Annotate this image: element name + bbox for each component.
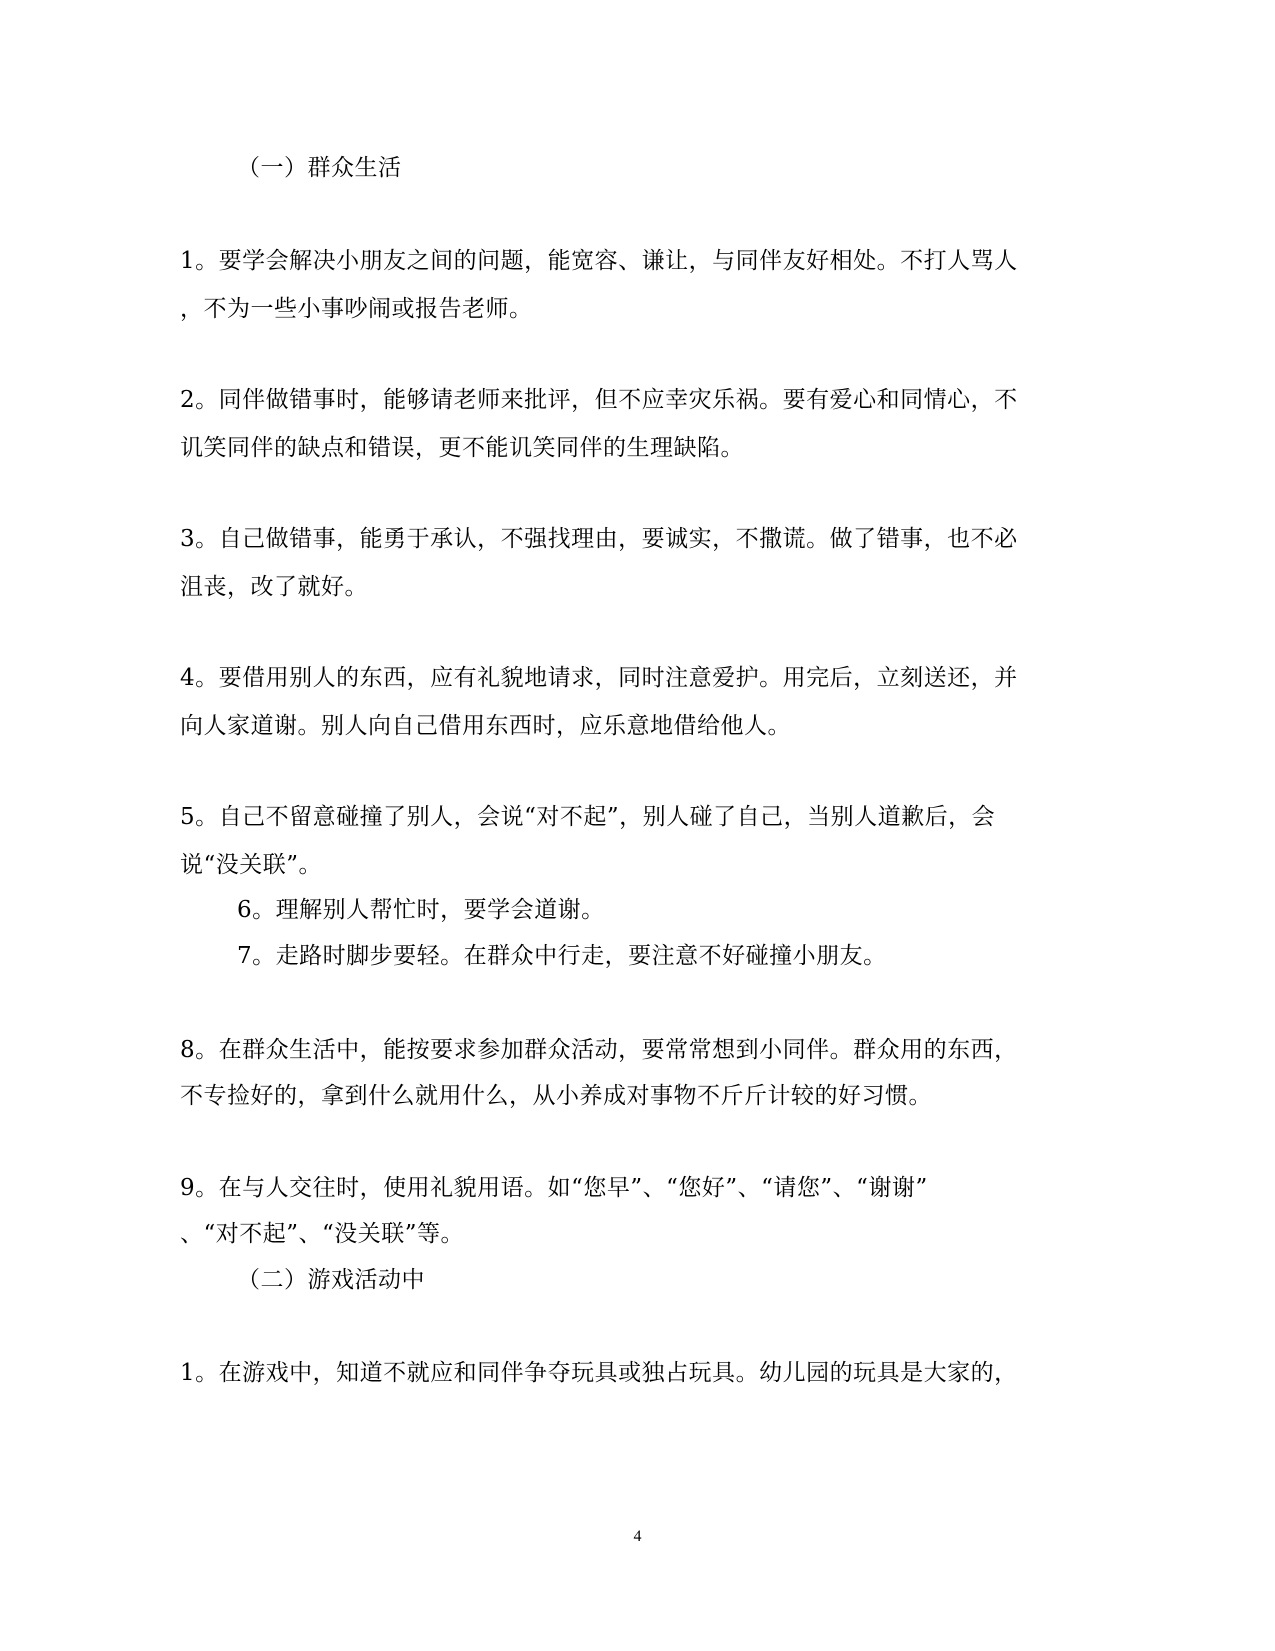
paragraph-4-line-2: 向人家道谢。别人向自己借用东西时，应乐意地借给他人。 xyxy=(180,713,791,739)
paragraph-2-line-2: 讥笑同伴的缺点和错误，更不能讥笑同伴的生理缺陷。 xyxy=(180,435,744,461)
paragraph-4-line-1: 4。要借用别人的东西，应有礼貌地请求，同时注意爱护。用完后，立刻送还，并 xyxy=(180,665,1018,691)
section-heading-2: （二）游戏活动中 xyxy=(237,1267,425,1293)
paragraph-3-line-1: 3。自己做错事，能勇于承认，不强找理由，要诚实，不撒谎。做了错事，也不必 xyxy=(180,526,1018,552)
paragraph-6: 6。理解别人帮忙时，要学会道谢。 xyxy=(237,897,605,923)
paragraph-1-line-1: 1。要学会解决小朋友之间的问题，能宽容、谦让，与同伴友好相处。不打人骂人 xyxy=(180,248,1018,274)
paragraph-8-line-1: 8。在群众生活中，能按要求参加群众活动，要常常想到小同伴。群众用的东西， xyxy=(180,1037,1018,1063)
paragraph-9-line-2: 、“对不起”、“没关联”等。 xyxy=(180,1221,465,1247)
paragraph-5-line-2: 说“没关联”。 xyxy=(180,852,323,878)
paragraph-9-line-1: 9。在与人交往时，使用礼貌用语。如“您早”、“您好”、“请您”、“谢谢” xyxy=(180,1175,928,1201)
paragraph-3-line-2: 沮丧，改了就好。 xyxy=(180,574,368,600)
paragraph-2-line-1: 2。同伴做错事时，能够请老师来批评，但不应幸灾乐祸。要有爱心和同情心，不 xyxy=(180,387,1018,413)
section-heading-1: （一）群众生活 xyxy=(237,155,402,181)
page-number: 4 xyxy=(633,1528,642,1545)
paragraph-1-line-2: ，不为一些小事吵闹或报告老师。 xyxy=(180,296,533,322)
paragraph-8-line-2: 不专捡好的，拿到什么就用什么，从小养成对事物不斤斤计较的好习惯。 xyxy=(180,1083,932,1109)
paragraph-5-line-1: 5。自己不留意碰撞了别人，会说“对不起”，别人碰了自己，当别人道歉后，会 xyxy=(180,804,996,830)
paragraph-7: 7。走路时脚步要轻。在群众中行走，要注意不好碰撞小朋友。 xyxy=(237,943,887,969)
section-2-paragraph-1: 1。在游戏中，知道不就应和同伴争夺玩具或独占玩具。幼儿园的玩具是大家的， xyxy=(180,1360,1018,1386)
